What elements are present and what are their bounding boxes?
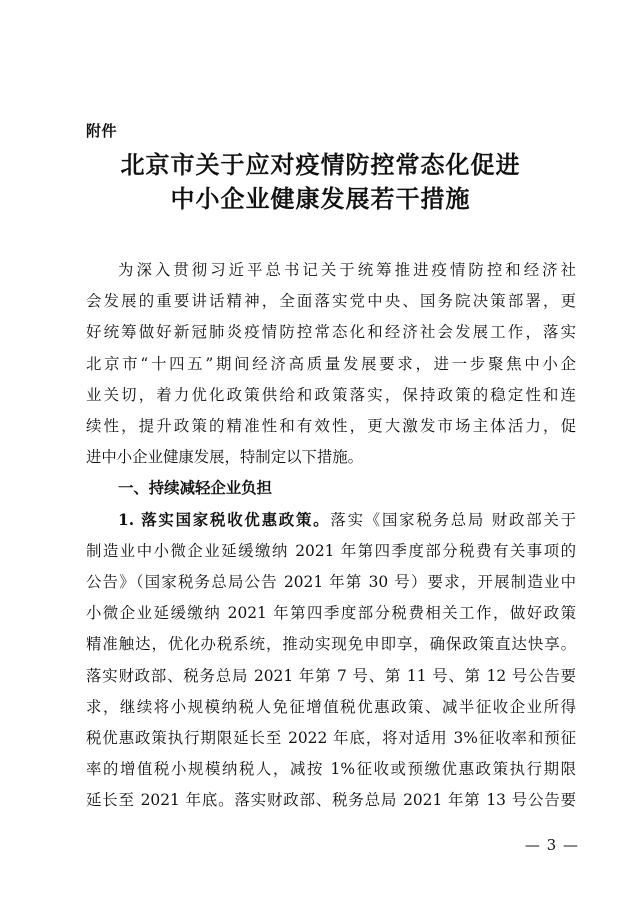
page-number: — 3 — [524, 836, 579, 854]
intro-line: 业关切，着力优化政策供给和政策落实，保持政策的稳定性和连 [86, 385, 576, 404]
item-1-line: 求，继续将小规模纳税人免征增值税优惠政策、减半征收企业所得 [86, 697, 576, 716]
item-1-line: 小微企业延缓缴纳 2021 年第四季度部分税费相关工作，做好政策 [86, 604, 576, 623]
document-body [86, 255, 576, 817]
item-1-line: 延长至 2021 年底。落实财政部、税务总局 2021 年第 13 号公告要 [86, 791, 576, 810]
document-title-line-2: 中小企业健康发展若干措施 [170, 184, 471, 213]
item-1-first-line-rest: 落实《国家税务总局 财政部关于 [330, 510, 576, 529]
item-1-line: 税优惠政策执行期限延长至 2022 年底，将对适用 3%征收率和预征 [86, 729, 576, 748]
item-1-first-line [86, 505, 576, 536]
item-1-lead: 1. 落实国家税收优惠政策。 [118, 510, 331, 529]
item-1-line: 制造业中小微企业延缓缴纳 2021 年第四季度部分税费有关事项的 [86, 541, 576, 560]
intro-line: 好统筹做好新冠肺炎疫情防控常态化和经济社会发展工作，落实 [86, 323, 576, 342]
intro-line: 北京市“十四五”期间经济高质量发展要求，进一步聚焦中小企 [86, 354, 576, 373]
intro-line: 进中小企业健康发展，特制定以下措施。 [86, 448, 364, 467]
item-1-line: 精准触达，优化办税系统，推动实现免申即享，确保政策直达快享。 [86, 635, 576, 654]
intro-line: 续性，提升政策的精准性和有效性，更大激发市场主体活力，促 [86, 417, 576, 436]
section-heading: 一、持续减轻企业负担 [118, 479, 272, 498]
intro-line: 会发展的重要讲话精神，全面落实党中央、国务院决策部署，更 [86, 292, 576, 311]
intro-line: 为深入贯彻习近平总书记关于统筹推进疫情防控和经济社 [118, 261, 576, 279]
document-title-line-1: 北京市关于应对疫情防控常态化促进 [120, 150, 521, 179]
item-1-line: 率的增值税小规模纳税人，减按 1%征收或预缴优惠政策执行期限 [86, 760, 576, 779]
item-1-line: 公告》（国家税务总局公告 2021 年第 30 号）要求，开展制造业中 [86, 573, 576, 592]
item-1-line: 落实财政部、税务总局 2021 年第 7 号、第 11 号、第 12 号公告要 [86, 666, 576, 685]
attachment-label: 附件 [86, 122, 118, 140]
